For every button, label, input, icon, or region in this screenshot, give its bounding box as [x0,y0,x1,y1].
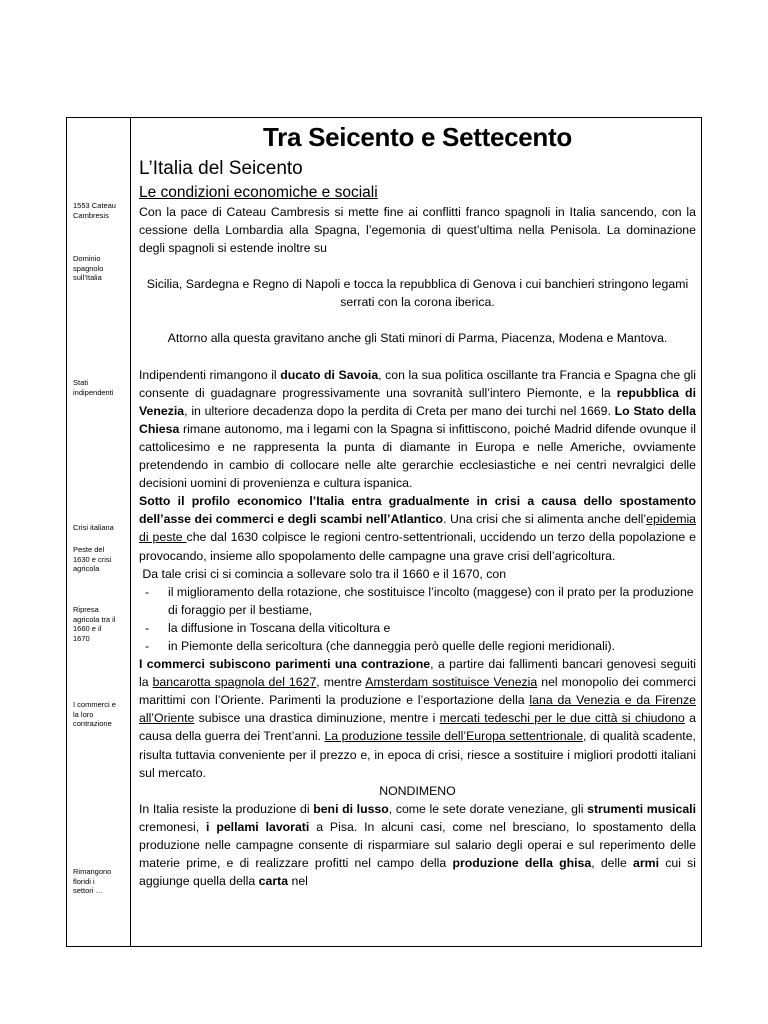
text-span: cremonesi, [139,819,207,834]
text-span: , delle [591,856,634,871]
page-title: Tra Seicento e Settecento [263,122,572,152]
text-span: , mentre [316,675,366,690]
text-span: che dal 1630 colpisce le regioni centro-settentrionali, uccidendo un terzo della popolazione e provocando, insieme allo spopolamento delle campagne una grave crisi dell’agricoltura. [139,530,696,563]
margin-note-dominio: Dominio spagnolo sull’Italia [73,254,104,282]
margin-note-ripresa: Ripresa agricola tra il 1660 e il 1670 [73,605,116,643]
bold-pellami: i pellami lavorati [206,819,310,834]
text-span: nel monopolio dei commerci marittimi con l’Oriente. Parimenti la produzione e l’esportazione della [139,675,697,708]
text-span: rimane autonomo, ma i legami con la Spagna si infittiscono, poiché Madrid difende ovunque il cattolicesimo e ne rappresenta la punta di diamante in Europa e nelle Americhe, ovviamente pretendendo in cambio di collocare nelle alte gerarchie ecclesiastiche e nei centri nevralgici delle decisioni uomini di provenienza e cultura ispanica. [139,421,696,491]
margin-note-peste: Peste del 1630 e crisi agricola [73,545,112,573]
underline-lana: lana da Venezia e da Firenze all’Oriente [139,693,696,726]
underline-peste: epidemia di peste [139,512,697,545]
margin-note-commerci: I commerci e la loro contrazione [73,700,116,728]
bold-lusso: beni di lusso [313,801,389,816]
list-item: - la diffusione in Toscana della viticoltura e [139,619,696,637]
text-span: a causa della guerra dei Trent’anni. [139,711,696,744]
text-span: a Pisa. In alcuni casi, come nel bresciano, lo spostamento della produzione nelle campagne consente di risparmiare sul salario degli operai e sul reperimento delle materie prime, e di realizzare profitti nel campo della [139,819,696,871]
bold-crisi: Sotto il profilo economico l’Italia entra gradualmente in crisi a causa dello spostamento dell’asse dei commerci e degli scambi nell’Atlantico [139,494,696,527]
bold-chiesa: Lo Stato della Chiesa [139,403,696,436]
text-span: subisce una drastica diminuzione, mentre i [194,711,440,726]
text-span: In Italia resiste la produzione di [139,801,314,816]
ripresa-list [139,583,696,655]
text-span: . Una crisi che si alimenta anche dell’ [443,512,647,527]
margin-note-stati: Stati indipendenti [73,378,114,397]
bold-strumenti: strumenti musicali [587,801,696,816]
text-span: , di qualità scadente, risulta tuttavia conveniente per il prezzo e, in epoca di crisi, riesce a sostituire i migliori prodotti italiani sul mercato. [139,729,696,780]
section-heading: Le condizioni economiche e sociali [139,184,378,201]
bold-ghisa: produzione della ghisa [452,856,592,871]
bold-venezia: repubblica di Venezia [139,385,696,418]
margin-note-floridi: Rimangono floridi i settori … [73,867,112,895]
paragraph-ripresa: Da tale crisi ci si comincia a sollevare solo tra il 1660 e il 1670, con [139,566,507,581]
text-span: cui si aggiunge quella della [139,856,697,889]
paragraph-domini: Sicilia, Sardegna e Regno di Napoli e tocca la repubblica di Genova i cui banchieri stringono legami serrati con la corona iberica. [146,277,689,310]
list-item: - il miglioramento della rotazione, che sostituisce l’incolto (maggese) con il prato per la produzione di foraggio per il bestiame, [139,583,696,619]
text-span: , in ulteriore decadenza dopo la perdita di Creta per mano dei turchi nel 1669. [184,403,615,418]
paragraph-stati-minori: Attorno alla questa gravitano anche gli Stati minori di Parma, Piacenza, Modena e Mantova. [167,331,668,346]
nondimeno-heading: NONDIMENO [379,783,456,798]
text-span: nel [288,874,308,889]
paragraph-commerci [139,655,696,782]
text-span: , a partire dai fallimenti bancari genovesi seguiti la [139,657,696,690]
paragraph-lusso [139,800,696,890]
bold-armi: armi [633,856,660,871]
bold-carta: carta [258,874,289,889]
margin-note-cateau: 1553 Cateau Cambresis [73,201,116,220]
paragraph-crisi [139,492,696,564]
underline-amsterdam: Amsterdam sostituisce Venezia [365,675,538,690]
text-span: Indipendenti rimangono il [139,367,281,382]
underline-tessile: La produzione tessile dell’Europa settentrionale [324,729,584,744]
margin-note-crisi: Crisi italiana [73,523,114,532]
margin-divider [130,118,131,946]
document-page [66,117,702,947]
text-span: , come le sete dorate veneziane, gli [388,801,588,816]
main-text [139,118,696,890]
chapter-heading: L’Italia del Seicento [139,158,303,179]
underline-bancarotta: bancarotta spagnola del 1627 [152,675,317,690]
underline-mercati: mercati tedeschi per le due città si chiudono [439,711,685,726]
paragraph-pace: Con la pace di Cateau Cambresis si mette fine ai conflitti franco spagnoli in Italia sancendo, con la cessione della Lombardia alla Spagna, l’egemonia di quest’ultima nella Penisola. La dominazione degli spagnoli si estende inoltre su [139,205,696,256]
list-item: - in Piemonte della sericoltura (che danneggia però quelle delle regioni meridionali). [139,637,696,655]
bold-savoia: ducato di Savoia [280,367,379,382]
paragraph-indipendenti [139,366,696,493]
bold-commerci: I commerci subiscono parimenti una contrazione [139,657,431,672]
text-span: , con la sua politica oscillante tra Francia e Spagna che gli consente di guadagnare progressivamente una sovranità sull’intero Piemonte, e la [139,367,697,400]
